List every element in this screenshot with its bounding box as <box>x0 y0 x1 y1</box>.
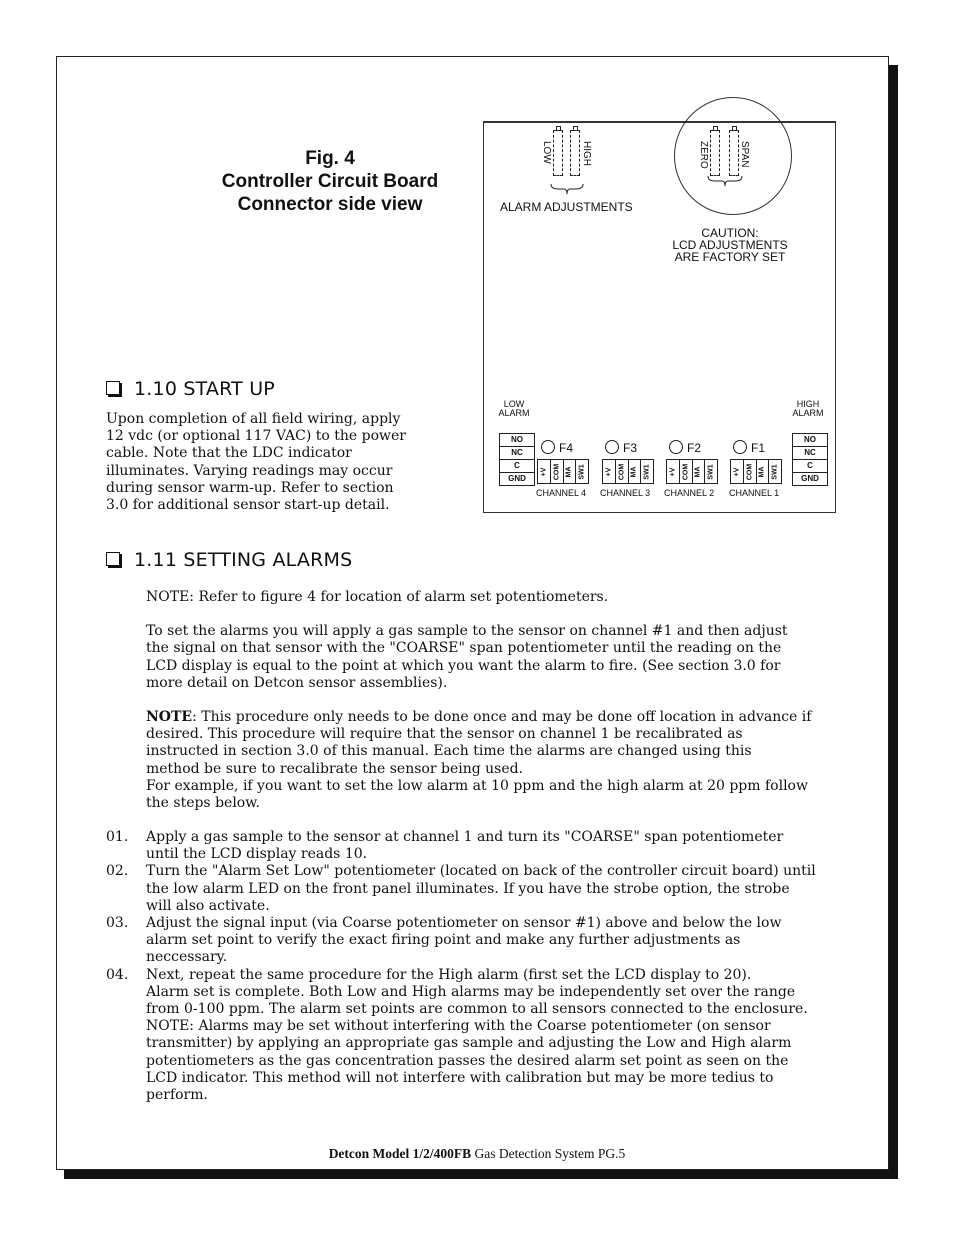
relay-contact: GND <box>508 474 526 483</box>
step-text <box>146 863 858 915</box>
terminal-pin: MA <box>630 466 638 477</box>
high-pot-label: HIGH <box>581 141 592 166</box>
low-pot-label: LOW <box>541 141 552 164</box>
low-alarm-relay-block <box>499 433 535 486</box>
procedure-step <box>106 967 858 1105</box>
paragraph-line: LCD display is equal to the point at which you want the alarm to fire. (See section 3.0 for <box>146 657 781 674</box>
paragraph-line: 3.0 for additional sensor start-up detail. <box>106 497 390 514</box>
paragraph-line: illuminates. Varying readings may occur <box>106 462 393 479</box>
fuse-icon <box>733 440 747 454</box>
zero-potentiometer <box>710 130 720 176</box>
step-line: LCD indicator. This method will not interfere with calibration but may be more tedius to <box>146 1069 774 1086</box>
note-text: : This procedure only needs to be done once and may be done off location in advance if <box>192 709 812 726</box>
section-heading-text: 1.10 START UP <box>134 378 275 400</box>
channel-label: CHANNEL 3 <box>600 488 651 498</box>
low-alarm-label <box>496 400 532 418</box>
step-line: until the LCD display reads 10. <box>146 846 368 863</box>
step-line: from 0-100 ppm. The alarm set points are common to all sensors connected to the enclosure. <box>146 1001 808 1018</box>
step-line: NOTE: Alarms may be set without interfering with the Coarse potentiometer (on sensor <box>146 1018 771 1035</box>
paragraph-line: 12 vdc (or optional 117 VAC) to the power <box>106 428 406 445</box>
step-line: the low alarm LED on the front panel illuminates. If you have the strobe option, the strobe <box>146 880 790 897</box>
fuse-icon <box>541 440 555 454</box>
step-text <box>146 915 858 967</box>
span-pot-label: SPAN <box>739 141 750 168</box>
step-text <box>146 967 858 1105</box>
fuse-label: F3 <box>623 441 638 455</box>
paragraph-line: For example, if you want to set the low alarm at 10 ppm and the high alarm at 20 ppm follow <box>146 777 808 794</box>
terminal-pin: MA <box>758 466 766 477</box>
caution-line: CAUTION: <box>701 226 759 240</box>
step-line: Apply a gas sample to the sensor at channel 1 and turn its "COARSE" span potentiometer <box>146 829 784 845</box>
page-footer <box>0 1146 954 1162</box>
relay-contact: C <box>793 460 827 473</box>
terminal-pin: COM <box>746 463 754 480</box>
paragraph-line: instructed in section 3.0 of this manual. Each time the alarms are changed using this <box>146 743 752 760</box>
brace-icon <box>707 175 743 187</box>
terminal-pin: MA <box>694 466 702 477</box>
caution-label <box>650 227 810 263</box>
relay-contact: NC <box>793 447 827 460</box>
relay-contact: NC <box>500 447 534 460</box>
relay-contact: GND <box>801 474 819 483</box>
channel-terminal-block <box>666 459 718 484</box>
fuse-label: F2 <box>687 441 702 455</box>
span-potentiometer <box>729 130 739 176</box>
low-alarm-line: ALARM <box>498 408 530 418</box>
fuse-label: F1 <box>751 441 766 455</box>
section-heading-setting-alarms <box>106 549 352 571</box>
terminal-pin: +V <box>540 467 548 476</box>
terminal-pin: MA <box>565 466 573 477</box>
channel-terminal-block <box>730 459 782 484</box>
terminal-pin: SW1 <box>771 463 779 480</box>
step-number: 02. <box>106 863 129 880</box>
paragraph-line: the steps below. <box>146 795 260 812</box>
step-number: 01. <box>106 829 129 845</box>
channel-label: CHANNEL 2 <box>664 488 715 498</box>
procedure-step <box>106 829 858 863</box>
terminal-pin: +V <box>669 467 677 476</box>
high-alarm-label <box>788 400 828 418</box>
section-heading-start-up <box>106 378 275 400</box>
step-number: 03. <box>106 915 129 932</box>
step-text <box>146 829 858 863</box>
alarm-adjustments-label: ALARM ADJUSTMENTS <box>500 200 633 214</box>
figure-title-line: Fig. 4 <box>305 148 355 169</box>
step-line: alarm set point to verify the exact firing point and make any further adjustments as <box>146 932 741 949</box>
step-line: neccessary. <box>146 949 228 966</box>
paragraph-line: method be sure to recalibrate the sensor being used. <box>146 760 524 777</box>
step-line: will also activate. <box>146 897 270 914</box>
procedure-step <box>106 915 858 967</box>
start-up-paragraph <box>106 411 436 514</box>
fuse-icon <box>605 440 619 454</box>
terminal-pin: COM <box>682 463 690 480</box>
relay-contact: NO <box>793 434 827 447</box>
relay-contact: NO <box>500 434 534 447</box>
high-alarm-potentiometer <box>570 130 580 176</box>
figure-title-line: Connector side view <box>237 194 423 215</box>
step-line: Next, repeat the same procedure for the High alarm (first set the LCD display to 20). <box>146 966 752 983</box>
high-alarm-line: ALARM <box>792 408 824 418</box>
figure-title-line: Controller Circuit Board <box>221 171 439 192</box>
terminal-pin: SW1 <box>707 463 715 480</box>
paragraph-line: Upon completion of all field wiring, apply <box>106 411 401 427</box>
step-line: transmitter) by applying an appropriate gas sample and adjusting the Low and High alarm <box>146 1035 792 1052</box>
relay-contact: C <box>500 460 534 473</box>
channel-label: CHANNEL 4 <box>536 488 587 498</box>
terminal-pin: COM <box>618 463 626 480</box>
channel-terminal-block <box>602 459 654 484</box>
step-line: perform. <box>146 1087 208 1104</box>
procedure-step <box>106 863 858 915</box>
fuse-label: F4 <box>559 441 574 455</box>
low-alarm-potentiometer <box>553 130 563 176</box>
low-alarm-line: LOW <box>503 399 525 409</box>
checkbox-bullet-icon <box>106 552 120 566</box>
step-line: Turn the "Alarm Set Low" potentiometer (located on back of the controller circuit board) until <box>146 863 816 880</box>
note-bold: NOTE <box>146 709 193 726</box>
paragraph-line: during sensor warm-up. Refer to section <box>106 479 394 496</box>
paragraph-line: desired. This procedure will require that the sensor on channel 1 be recalibrated as <box>146 726 743 743</box>
terminal-pin: COM <box>553 463 561 480</box>
paragraph-line: more detail on Detcon sensor assemblies). <box>146 674 448 691</box>
terminal-pin: SW1 <box>578 463 586 480</box>
paragraph-line: the signal on that sensor with the "COARSE" span potentiometer until the reading on the <box>146 640 782 657</box>
brace-icon <box>550 183 584 195</box>
terminal-pin: +V <box>733 467 741 476</box>
terminal-pin: +V <box>605 467 613 476</box>
channel-label: CHANNEL 1 <box>729 488 780 498</box>
step-line: potentiometers as the gas concentration passes the desired alarm set point as seen on the <box>146 1052 789 1069</box>
note-line: NOTE: Refer to figure 4 for location of alarm set potentiometers. <box>146 589 609 605</box>
terminal-pin: SW1 <box>643 463 651 480</box>
step-number: 04. <box>106 966 129 983</box>
footer-model: Detcon Model 1/2/400FB <box>328 1146 472 1161</box>
setting-alarms-body <box>146 589 858 812</box>
procedure-steps <box>106 829 858 1104</box>
circuit-board-diagram <box>483 121 836 513</box>
caution-line: LCD ADJUSTMENTS <box>672 238 788 252</box>
step-line: Alarm set is complete. Both Low and High alarms may be independently set over the range <box>146 983 796 1000</box>
checkbox-bullet-icon <box>106 381 120 395</box>
paragraph-line <box>146 709 858 726</box>
zero-pot-label: ZERO <box>698 141 709 169</box>
fuse-icon <box>669 440 683 454</box>
high-alarm-relay-block <box>792 433 828 486</box>
channel-terminal-block <box>537 459 589 484</box>
step-line: Adjust the signal input (via Coarse potentiometer on sensor #1) above and below the low <box>146 915 782 932</box>
section-heading-text: 1.11 SETTING ALARMS <box>134 549 353 571</box>
high-alarm-line: HIGH <box>796 399 820 409</box>
figure-title <box>180 147 480 216</box>
footer-text: Gas Detection System PG.5 <box>471 1146 626 1161</box>
paragraph-line: cable. Note that the LDC indicator <box>106 445 352 462</box>
caution-line: ARE FACTORY SET <box>674 250 786 264</box>
paragraph-line: To set the alarms you will apply a gas sample to the sensor on channel #1 and then adjust <box>146 623 788 640</box>
